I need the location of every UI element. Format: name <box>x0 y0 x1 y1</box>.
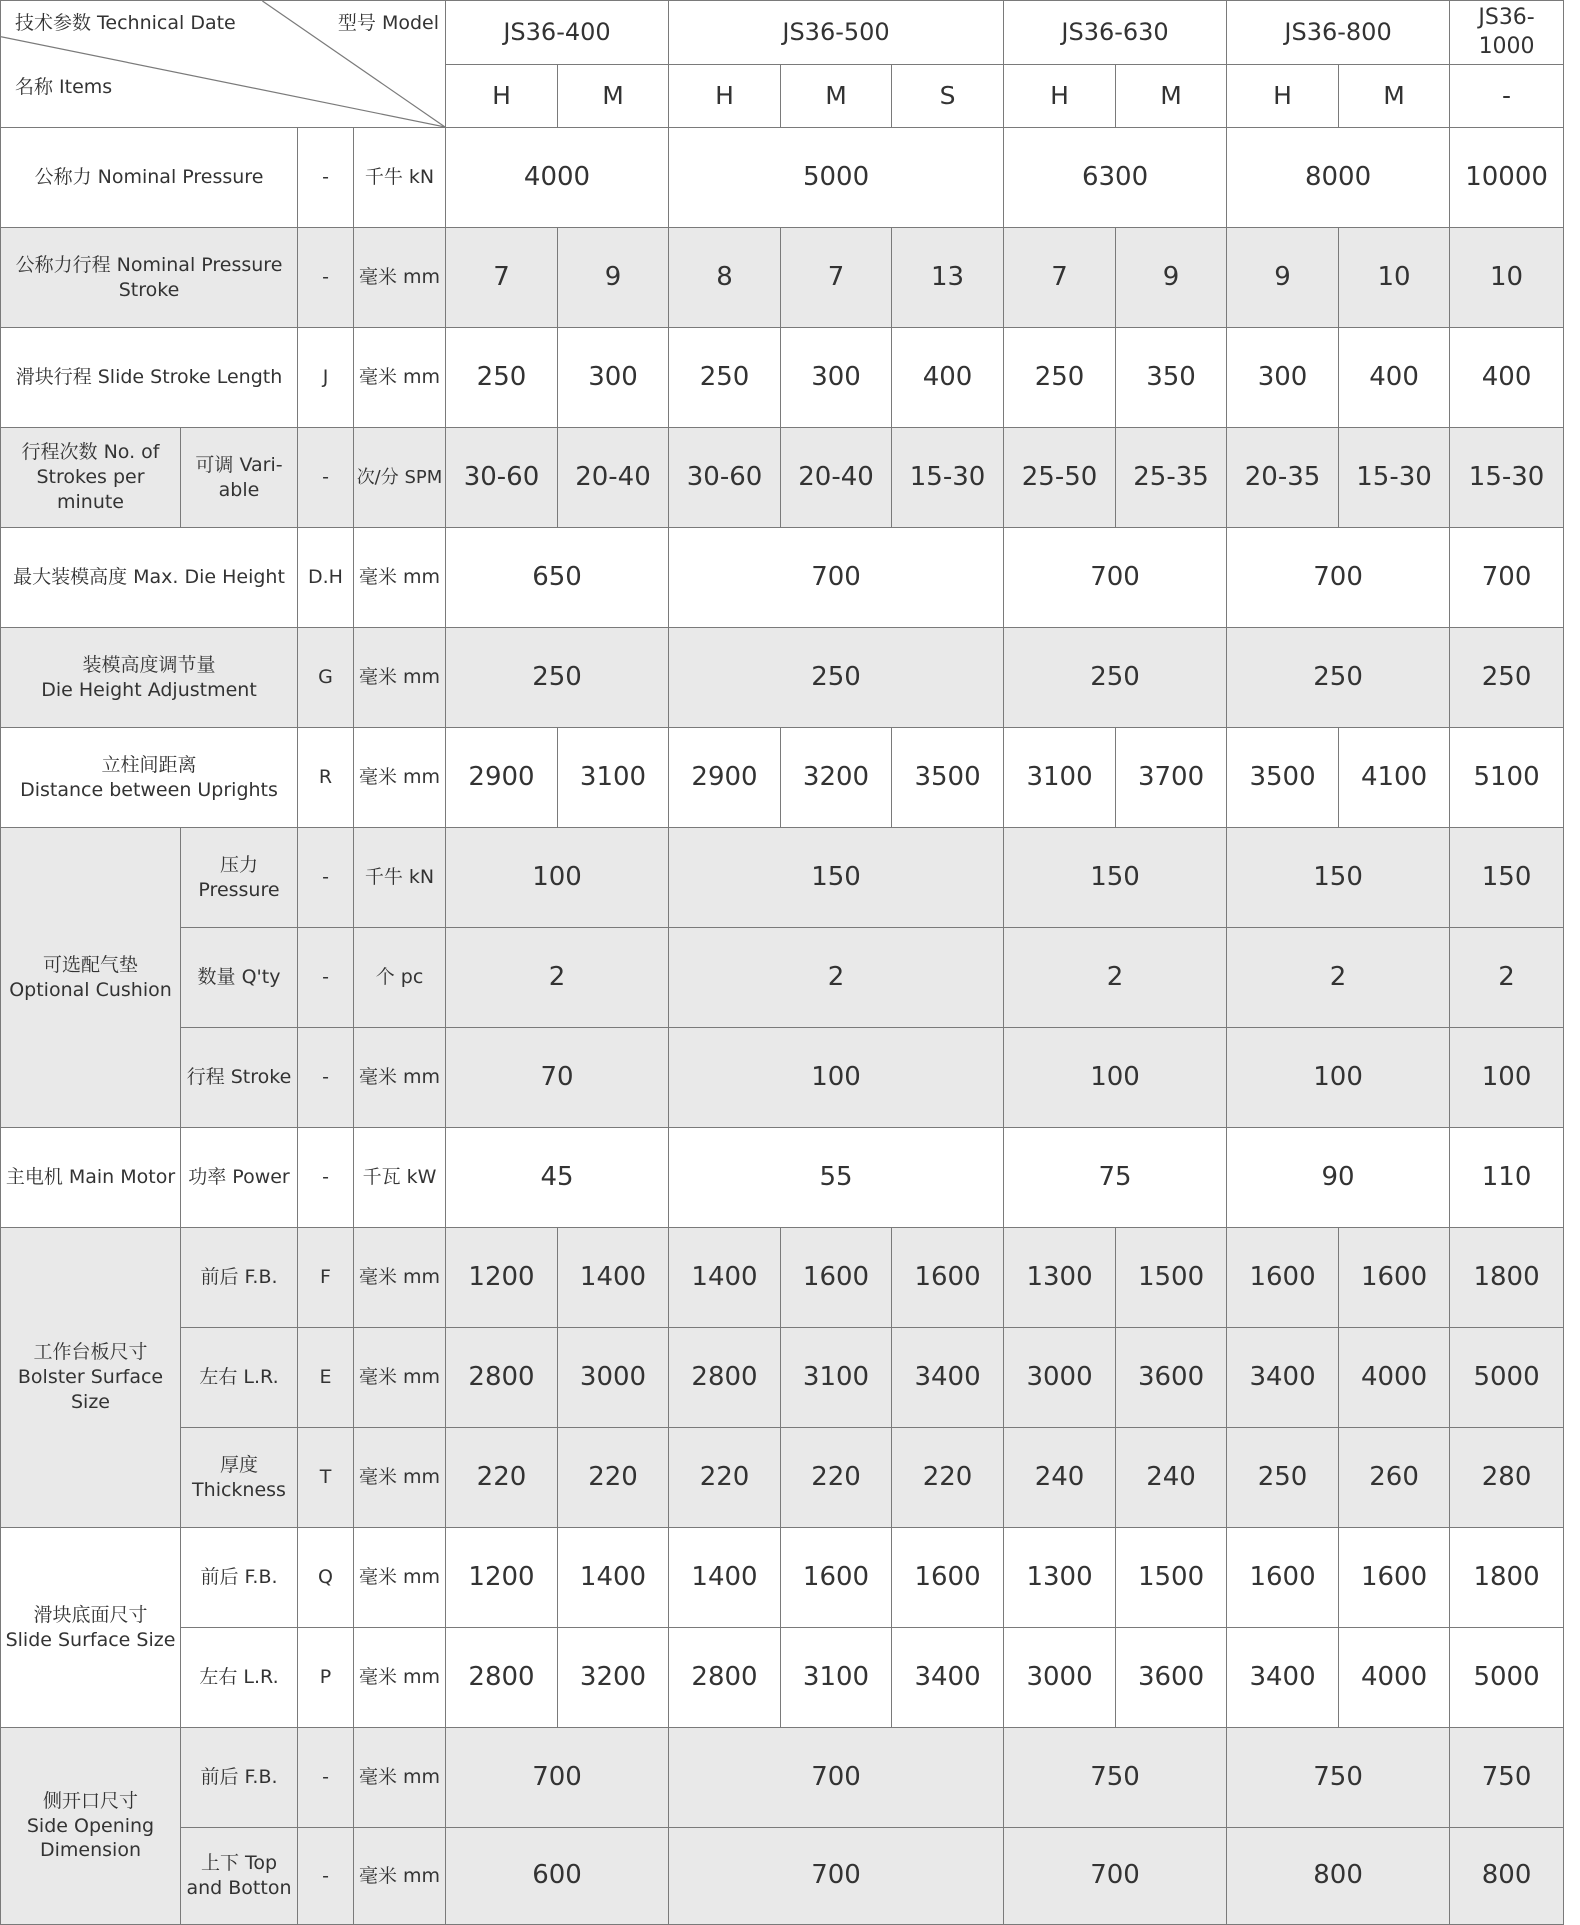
cell-value: 400 <box>1450 328 1564 428</box>
cell-value: 15-30 <box>1450 428 1564 528</box>
cell-value: 1800 <box>1450 1228 1564 1328</box>
label-zh: 上下 Top <box>200 1852 278 1875</box>
cell-value: 3100 <box>558 728 669 828</box>
cell-value: 3000 <box>1004 1628 1116 1728</box>
cell-value: 2800 <box>446 1628 558 1728</box>
cell-value: 3200 <box>558 1628 669 1728</box>
cell-value: 1600 <box>1339 1528 1450 1628</box>
cell-value: 7 <box>446 228 558 328</box>
row-label-nominal-stroke: 公称力行程 Nominal Pressure Stroke <box>1 228 298 328</box>
cell-value: 5000 <box>1450 1328 1564 1428</box>
label-zh: 滑块底面尺寸 <box>33 1603 148 1626</box>
table-row <box>1 828 1564 928</box>
cell-value: 250 <box>1004 328 1116 428</box>
row-label-bolster-fb: 前后 F.B. <box>181 1228 298 1328</box>
cell-value: 8 <box>669 228 781 328</box>
table-row <box>1 1828 1564 1925</box>
row-label-uprights <box>1 728 298 828</box>
table-row <box>1 1128 1564 1228</box>
row-label-bolster-thickness <box>181 1428 298 1528</box>
row-code: Q <box>298 1528 354 1628</box>
cell-value: 2900 <box>669 728 781 828</box>
cell-value: 1800 <box>1450 1528 1564 1628</box>
cell-value: 220 <box>446 1428 558 1528</box>
cell-value: 100 <box>1450 1028 1564 1128</box>
row-group-slide-surface <box>1 1528 181 1728</box>
cell-value: 45 <box>446 1128 669 1228</box>
cell-value: 3100 <box>781 1328 892 1428</box>
cell-value: 750 <box>1450 1728 1564 1828</box>
cell-value: 75 <box>1004 1128 1227 1228</box>
row-label-side-tb <box>181 1828 298 1925</box>
cell-value: 100 <box>669 1028 1004 1128</box>
cell-value: 700 <box>669 1828 1004 1925</box>
table-row <box>1 228 1564 328</box>
cell-value: 110 <box>1450 1128 1564 1228</box>
submodel: M <box>1339 65 1450 128</box>
cell-value: 1200 <box>446 1228 558 1328</box>
label-zh: 侧开口尺寸 <box>42 1789 138 1812</box>
row-code: - <box>298 428 354 528</box>
label-zh: 立柱间距离 <box>101 753 197 776</box>
cell-value: 20-40 <box>558 428 669 528</box>
cell-value: 1600 <box>781 1528 892 1628</box>
row-label-slide-fb: 前后 F.B. <box>181 1528 298 1628</box>
cell-value: 2 <box>1004 928 1227 1028</box>
row-label-side-fb: 前后 F.B. <box>181 1728 298 1828</box>
submodel: M <box>1116 65 1227 128</box>
row-unit: 毫米 mm <box>354 1428 446 1528</box>
cell-value: 3000 <box>1004 1328 1116 1428</box>
row-code: G <box>298 628 354 728</box>
technical-date-label: 技术参数 Technical Date <box>15 12 236 34</box>
cell-value: 20-40 <box>781 428 892 528</box>
cell-value: 700 <box>1004 528 1227 628</box>
row-code: - <box>298 1728 354 1828</box>
table-corner-header <box>1 1 446 128</box>
row-code: J <box>298 328 354 428</box>
cell-value: 4000 <box>1339 1628 1450 1728</box>
label-zh: 装模高度调节量 <box>82 653 216 676</box>
label-en: Bolster Surface Size <box>17 1366 164 1413</box>
table-row <box>1 928 1564 1028</box>
cell-value: 25-35 <box>1116 428 1227 528</box>
row-label-max-die-height: 最大装模高度 Max. Die Height <box>1 528 298 628</box>
table-row <box>1 428 1564 528</box>
row-unit: 千牛 kN <box>354 128 446 228</box>
cell-value: 7 <box>1004 228 1116 328</box>
cell-value: 600 <box>446 1828 669 1925</box>
cell-value: 2800 <box>669 1328 781 1428</box>
cell-value: 9 <box>1116 228 1227 328</box>
cell-value: 700 <box>1004 1828 1227 1925</box>
cell-value: 1600 <box>781 1228 892 1328</box>
cell-value: 250 <box>1227 628 1450 728</box>
cell-value: 150 <box>1227 828 1450 928</box>
cell-value: 3400 <box>1227 1328 1339 1428</box>
cell-value: 9 <box>1227 228 1339 328</box>
cell-value: 6300 <box>1004 128 1227 228</box>
table-row <box>1 328 1564 428</box>
row-label-slide-lr: 左右 L.R. <box>181 1628 298 1728</box>
row-code: - <box>298 828 354 928</box>
cell-value: 400 <box>892 328 1004 428</box>
submodel: H <box>669 65 781 128</box>
cell-value: 15-30 <box>892 428 1004 528</box>
cell-value: 2800 <box>446 1328 558 1428</box>
cell-value: 20-35 <box>1227 428 1339 528</box>
cell-value: 100 <box>1227 1028 1450 1128</box>
table-row <box>1 1528 1564 1628</box>
row-label-cushion-stroke: 行程 Stroke <box>181 1028 298 1128</box>
label-en: Die Height Adjustment <box>41 678 257 701</box>
cell-value: 220 <box>781 1428 892 1528</box>
cell-value: 300 <box>1227 328 1339 428</box>
row-code: - <box>298 128 354 228</box>
row-code: R <box>298 728 354 828</box>
row-unit: 千瓦 kW <box>354 1128 446 1228</box>
cell-value: 1400 <box>558 1528 669 1628</box>
cell-value: 4100 <box>1339 728 1450 828</box>
cell-value: 4000 <box>446 128 669 228</box>
cell-value: 1300 <box>1004 1228 1116 1328</box>
cell-value: 300 <box>781 328 892 428</box>
cell-value: 250 <box>1227 1428 1339 1528</box>
cell-value: 1600 <box>892 1228 1004 1328</box>
cell-value: 250 <box>446 328 558 428</box>
submodel: S <box>892 65 1004 128</box>
cell-value: 300 <box>558 328 669 428</box>
label-en: Pressure <box>198 878 280 901</box>
cell-value: 100 <box>1004 1028 1227 1128</box>
model-js36-800: JS36-800 <box>1227 1 1450 65</box>
cell-value: 1600 <box>1339 1228 1450 1328</box>
table-row <box>1 1328 1564 1428</box>
cell-value: 30-60 <box>669 428 781 528</box>
cell-value: 650 <box>446 528 669 628</box>
cell-value: 800 <box>1450 1828 1564 1925</box>
cell-value: 3600 <box>1116 1628 1227 1728</box>
cell-value: 15-30 <box>1339 428 1450 528</box>
cell-value: 25-50 <box>1004 428 1116 528</box>
cell-value: 250 <box>669 628 1004 728</box>
cell-value: 10 <box>1339 228 1450 328</box>
cell-value: 1600 <box>892 1528 1004 1628</box>
row-unit: 毫米 mm <box>354 328 446 428</box>
cell-value: 250 <box>446 628 669 728</box>
model-js36-500: JS36-500 <box>669 1 1004 65</box>
label-zh: 工作台板尺寸 <box>33 1341 148 1364</box>
cell-value: 9 <box>558 228 669 328</box>
row-group-side-opening <box>1 1728 181 1925</box>
label-en: Thickness <box>192 1478 286 1501</box>
cell-value: 3400 <box>892 1628 1004 1728</box>
row-label-main-motor: 主电机 Main Motor <box>1 1128 181 1228</box>
row-unit: 千牛 kN <box>354 828 446 928</box>
row-code: T <box>298 1428 354 1528</box>
label-zh: 压力 <box>219 853 258 876</box>
cell-value: 240 <box>1004 1428 1116 1528</box>
cell-value: 2 <box>446 928 669 1028</box>
cell-value: 250 <box>1450 628 1564 728</box>
cell-value: 800 <box>1227 1828 1450 1925</box>
submodel: M <box>781 65 892 128</box>
submodel: H <box>446 65 558 128</box>
table-row <box>1 728 1564 828</box>
cell-value: 5000 <box>669 128 1004 228</box>
cell-value: 3400 <box>1227 1628 1339 1728</box>
cell-value: 55 <box>669 1128 1004 1228</box>
table-row <box>1 1428 1564 1528</box>
cell-value: 3400 <box>892 1328 1004 1428</box>
cell-value: 1400 <box>558 1228 669 1328</box>
cell-value: 350 <box>1116 328 1227 428</box>
cell-value: 2 <box>1450 928 1564 1028</box>
cell-value: 10 <box>1450 228 1564 328</box>
row-code: - <box>298 1828 354 1925</box>
cell-value: 13 <box>892 228 1004 328</box>
cell-value: 700 <box>446 1728 669 1828</box>
row-unit: 毫米 mm <box>354 1728 446 1828</box>
cell-value: 700 <box>1450 528 1564 628</box>
row-unit: 毫米 mm <box>354 628 446 728</box>
label-en: Slide Surface Size <box>5 1628 176 1651</box>
cell-value: 1200 <box>446 1528 558 1628</box>
model-js36-400: JS36-400 <box>446 1 669 65</box>
row-unit: 毫米 mm <box>354 1028 446 1128</box>
cell-value: 250 <box>669 328 781 428</box>
cell-value: 4000 <box>1339 1328 1450 1428</box>
cell-value: 220 <box>669 1428 781 1528</box>
cell-value: 700 <box>669 1728 1004 1828</box>
cell-value: 3500 <box>1227 728 1339 828</box>
model-label: 型号 Model <box>337 12 439 34</box>
cell-value: 3100 <box>781 1628 892 1728</box>
cell-value: 1600 <box>1227 1228 1339 1328</box>
row-unit: 毫米 mm <box>354 1628 446 1728</box>
table-row <box>1 128 1564 228</box>
row-unit: 毫米 mm <box>354 528 446 628</box>
cell-value: 750 <box>1227 1728 1450 1828</box>
cell-value: 1600 <box>1227 1528 1339 1628</box>
header-row-models <box>1 1 1564 65</box>
cell-value: 2 <box>1227 928 1450 1028</box>
submodel: - <box>1450 65 1564 128</box>
cell-value: 1400 <box>669 1528 781 1628</box>
label-en: Distance between Uprights <box>20 778 278 801</box>
cell-value: 150 <box>1004 828 1227 928</box>
row-unit: 个 pc <box>354 928 446 1028</box>
row-group-bolster <box>1 1228 181 1528</box>
model-js36-630: JS36-630 <box>1004 1 1227 65</box>
table-row <box>1 1628 1564 1728</box>
row-code: D.H <box>298 528 354 628</box>
cell-value: 2800 <box>669 1628 781 1728</box>
row-code: - <box>298 928 354 1028</box>
cell-value: 1500 <box>1116 1528 1227 1628</box>
cell-value: 8000 <box>1227 128 1450 228</box>
cell-value: 3700 <box>1116 728 1227 828</box>
row-sublabel-power: 功率 Power <box>181 1128 298 1228</box>
cell-value: 260 <box>1339 1428 1450 1528</box>
cell-value: 700 <box>669 528 1004 628</box>
row-unit: 毫米 mm <box>354 1828 446 1925</box>
label-en: and Botton <box>186 1877 292 1899</box>
row-label-strokes: 行程次数 No. of Strokes per minute <box>1 428 181 528</box>
cell-value: 1400 <box>669 1228 781 1328</box>
label-zh: 可选配气垫 <box>42 953 138 976</box>
cell-value: 400 <box>1339 328 1450 428</box>
cell-value: 150 <box>1450 828 1564 928</box>
table-row <box>1 528 1564 628</box>
table-row <box>1 1228 1564 1328</box>
row-sublabel-variable: 可调 Vari-able <box>181 428 298 528</box>
row-unit: 次/分 SPM <box>354 428 446 528</box>
cell-value: 240 <box>1116 1428 1227 1528</box>
row-unit: 毫米 mm <box>354 1328 446 1428</box>
items-label: 名称 Items <box>15 76 113 98</box>
row-code: P <box>298 1628 354 1728</box>
cell-value: 5000 <box>1450 1628 1564 1728</box>
cell-value: 2900 <box>446 728 558 828</box>
cell-value: 100 <box>446 828 669 928</box>
row-label-nominal-pressure: 公称力 Nominal Pressure <box>1 128 298 228</box>
submodel: M <box>558 65 669 128</box>
cell-value: 220 <box>892 1428 1004 1528</box>
cell-value: 1500 <box>1116 1228 1227 1328</box>
cell-value: 700 <box>1227 528 1450 628</box>
cell-value: 3600 <box>1116 1328 1227 1428</box>
cell-value: 2 <box>669 928 1004 1028</box>
cell-value: 220 <box>558 1428 669 1528</box>
table-row <box>1 628 1564 728</box>
cell-value: 750 <box>1004 1728 1227 1828</box>
row-code: F <box>298 1228 354 1328</box>
row-unit: 毫米 mm <box>354 228 446 328</box>
cell-value: 10000 <box>1450 128 1564 228</box>
row-label-cushion-pressure <box>181 828 298 928</box>
label-en: Optional Cushion <box>9 978 172 1001</box>
submodel: H <box>1227 65 1339 128</box>
cell-value: 250 <box>1004 628 1227 728</box>
row-code: E <box>298 1328 354 1428</box>
table-row <box>1 1028 1564 1128</box>
row-label-bolster-lr: 左右 L.R. <box>181 1328 298 1428</box>
cell-value: 3000 <box>558 1328 669 1428</box>
cell-value: 150 <box>669 828 1004 928</box>
row-code: - <box>298 1128 354 1228</box>
row-group-optional-cushion <box>1 828 181 1128</box>
cell-value: 7 <box>781 228 892 328</box>
row-label-die-adjust <box>1 628 298 728</box>
cell-value: 5100 <box>1450 728 1564 828</box>
model-js36-1000: JS36-1000 <box>1450 1 1564 65</box>
row-label-slide-stroke: 滑块行程 Slide Stroke Length <box>1 328 298 428</box>
cell-value: 70 <box>446 1028 669 1128</box>
row-unit: 毫米 mm <box>354 1528 446 1628</box>
cell-value: 90 <box>1227 1128 1450 1228</box>
cell-value: 30-60 <box>446 428 558 528</box>
label-en: Side Opening Dimension <box>26 1814 155 1862</box>
row-label-cushion-qty: 数量 Q'ty <box>181 928 298 1028</box>
table-row <box>1 1728 1564 1828</box>
submodel: H <box>1004 65 1116 128</box>
row-code: - <box>298 228 354 328</box>
cell-value: 3200 <box>781 728 892 828</box>
cell-value: 3500 <box>892 728 1004 828</box>
row-unit: 毫米 mm <box>354 728 446 828</box>
cell-value: 280 <box>1450 1428 1564 1528</box>
row-code: - <box>298 1028 354 1128</box>
cell-value: 3100 <box>1004 728 1116 828</box>
label-zh: 厚度 <box>219 1453 258 1476</box>
cell-value: 1300 <box>1004 1528 1116 1628</box>
row-unit: 毫米 mm <box>354 1228 446 1328</box>
